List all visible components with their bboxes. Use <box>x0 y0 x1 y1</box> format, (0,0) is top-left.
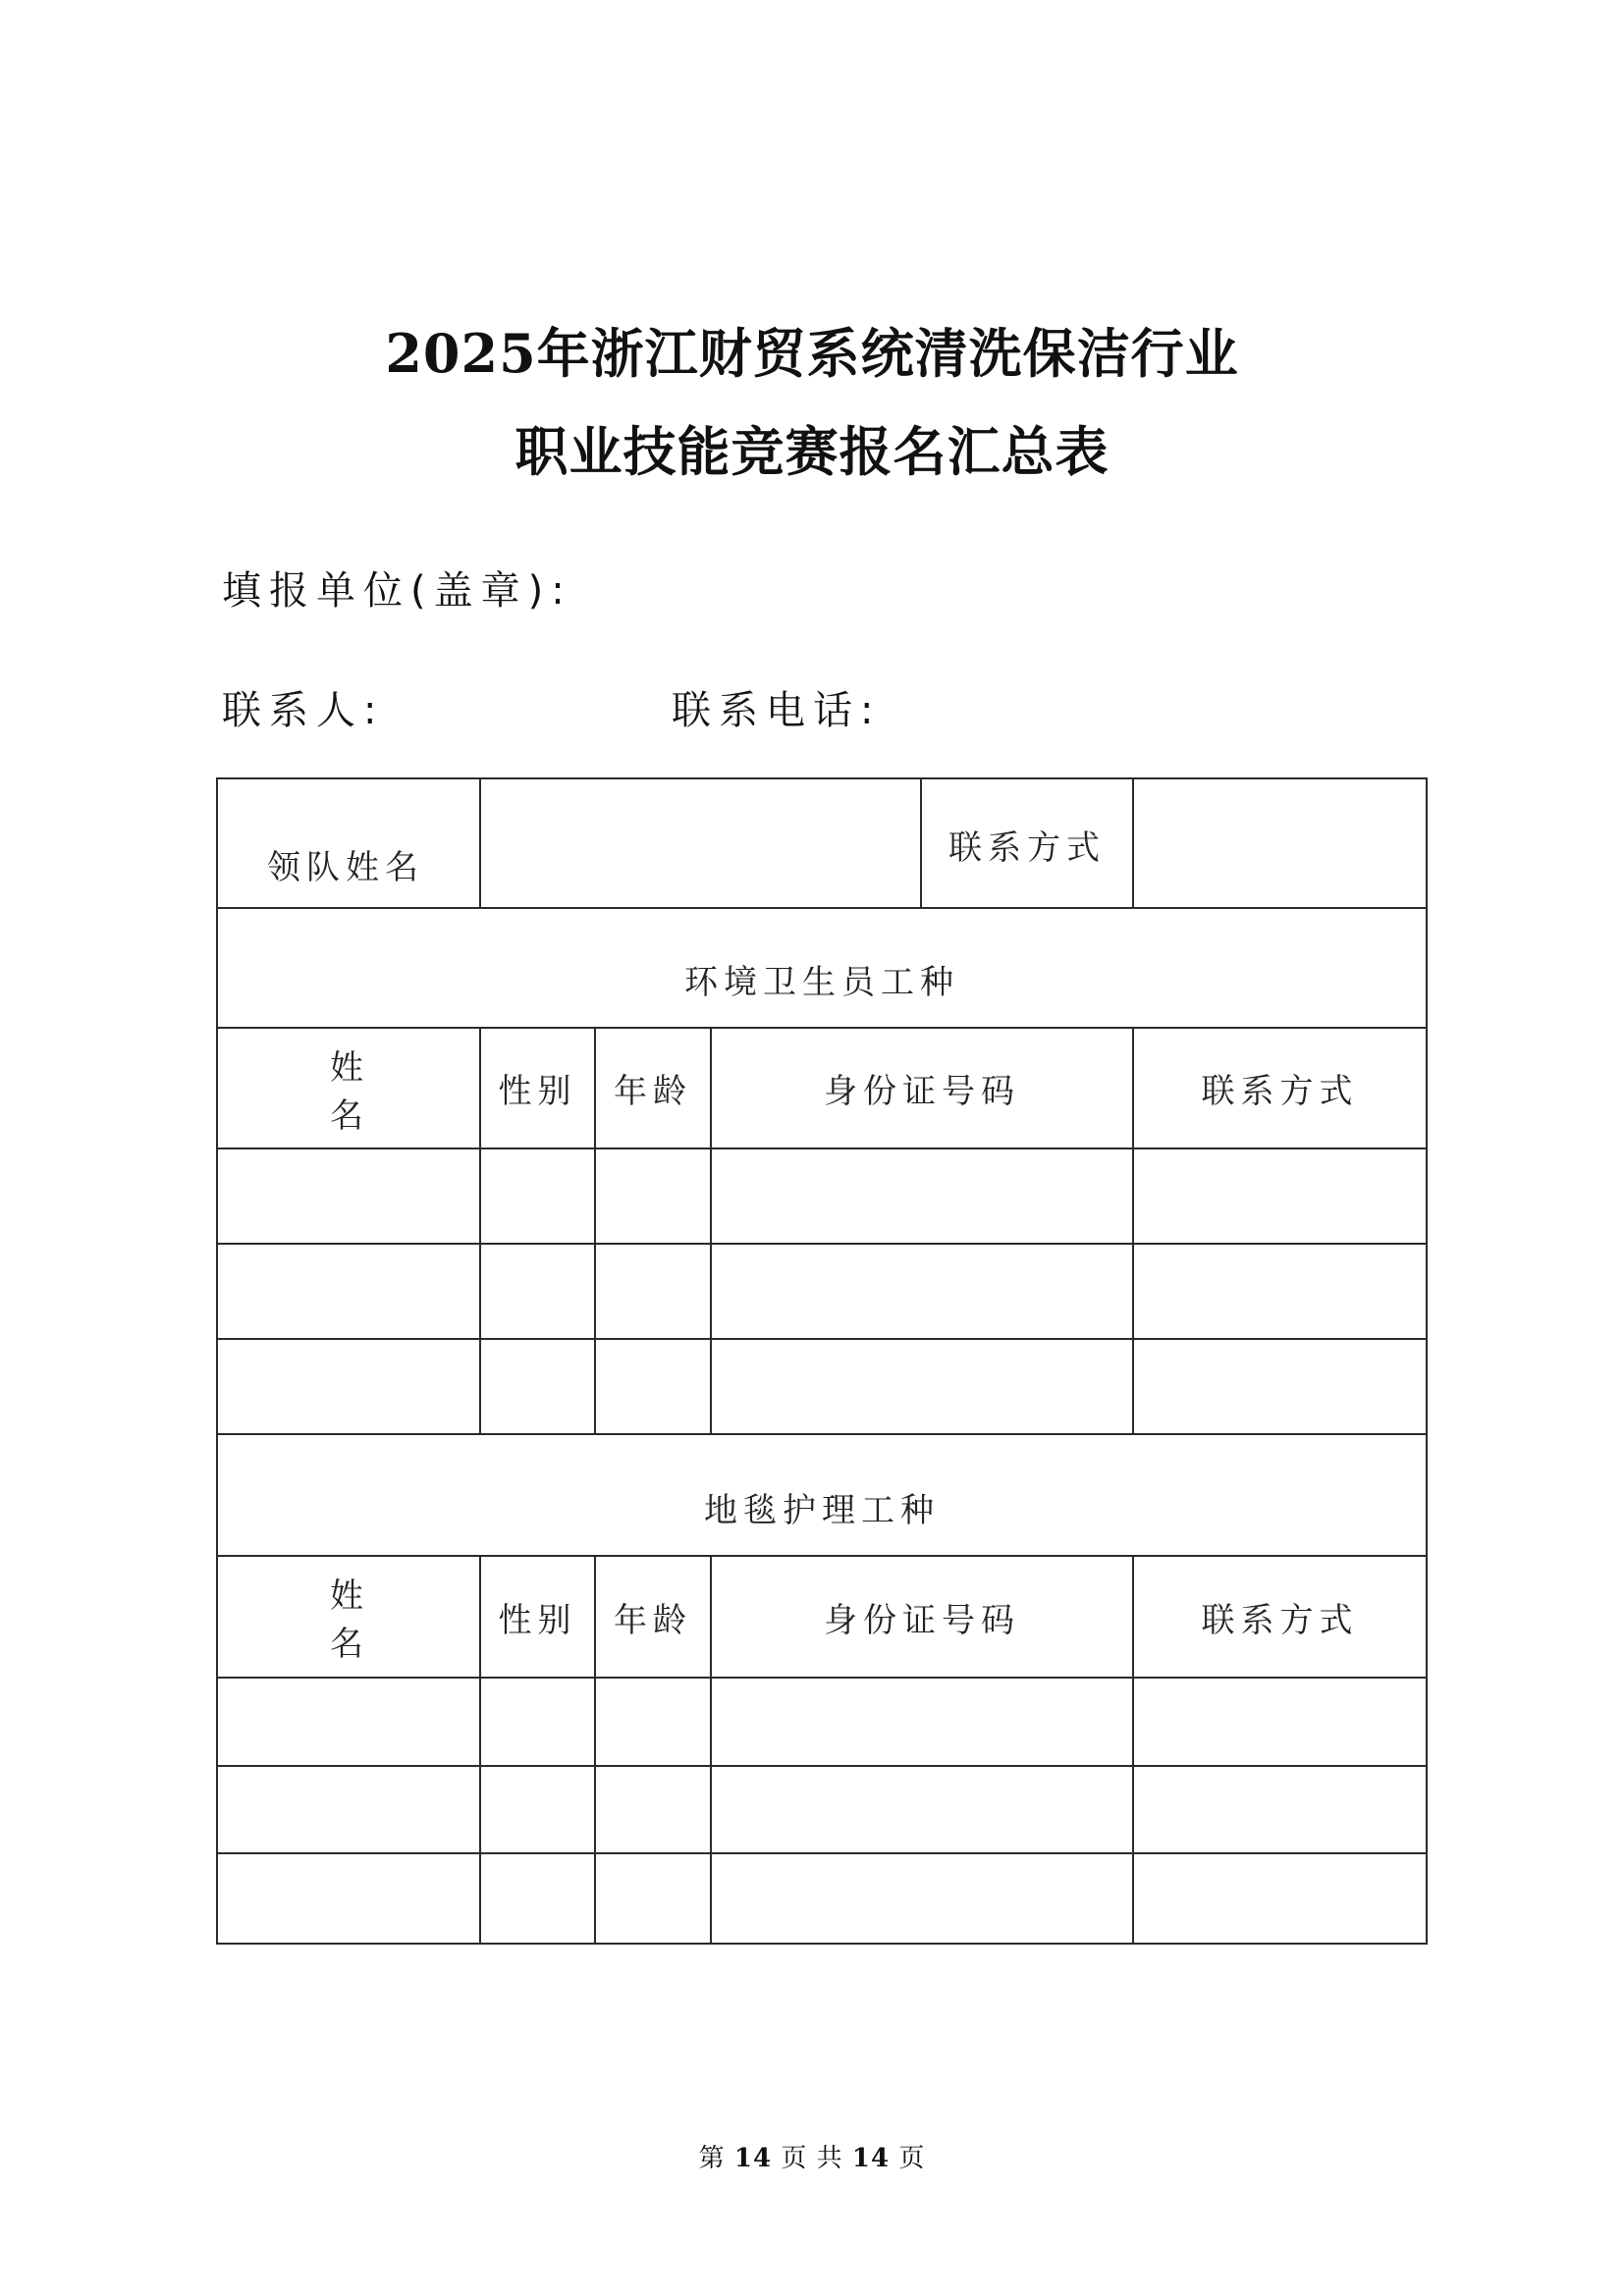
contact-person-label: 联系人: <box>222 688 385 733</box>
table-row <box>217 1244 1427 1339</box>
name-cell[interactable] <box>217 1339 480 1434</box>
age-cell[interactable] <box>595 1853 711 1944</box>
contact-cell[interactable] <box>1133 1853 1427 1944</box>
contact-phone-label: 联系电话: <box>672 688 882 733</box>
header-age: 年龄 <box>595 1556 711 1678</box>
header-gender: 性别 <box>480 1028 595 1148</box>
id-number-cell[interactable] <box>711 1766 1133 1853</box>
contact-cell[interactable] <box>1133 1339 1427 1434</box>
page-prefix: 第 <box>698 2144 726 2173</box>
age-cell[interactable] <box>595 1766 711 1853</box>
id-number-cell[interactable] <box>711 1244 1133 1339</box>
current-page-number: 14 <box>733 2144 773 2173</box>
contact-cell[interactable] <box>1133 1766 1427 1853</box>
name-cell[interactable] <box>217 1148 480 1244</box>
name-cell[interactable] <box>217 1766 480 1853</box>
gender-cell[interactable] <box>480 1339 595 1434</box>
gender-cell[interactable] <box>480 1244 595 1339</box>
table-row <box>217 1339 1427 1434</box>
leader-row <box>217 778 1427 908</box>
id-number-cell[interactable] <box>711 1148 1133 1244</box>
header-age: 年龄 <box>595 1028 711 1148</box>
id-number-cell[interactable] <box>711 1853 1133 1944</box>
header-name: 姓 名 <box>217 1556 480 1678</box>
table-row <box>217 1853 1427 1944</box>
section-title: 地毯护理工种 <box>217 1434 1427 1556</box>
table-row <box>217 1766 1427 1853</box>
reporting-unit-label: 填报单位(盖章): <box>222 568 572 614</box>
page-footer <box>0 2138 1624 2174</box>
header-name: 姓 名 <box>217 1028 480 1148</box>
leader-contact-label: 联系方式 <box>921 778 1133 908</box>
gender-cell[interactable] <box>480 1148 595 1244</box>
age-cell[interactable] <box>595 1678 711 1766</box>
age-cell[interactable] <box>595 1244 711 1339</box>
section-title: 环境卫生员工种 <box>217 908 1427 1028</box>
contact-cell[interactable] <box>1133 1148 1427 1244</box>
leader-name-label: 领队姓名 <box>217 778 480 908</box>
id-number-cell[interactable] <box>711 1678 1133 1766</box>
header-contact: 联系方式 <box>1133 1556 1427 1678</box>
gender-cell[interactable] <box>480 1853 595 1944</box>
leader-contact-cell[interactable] <box>1133 778 1427 908</box>
total-pages-number: 14 <box>851 2144 891 2173</box>
contact-cell[interactable] <box>1133 1678 1427 1766</box>
table-header-row <box>217 1556 1427 1678</box>
name-cell[interactable] <box>217 1853 480 1944</box>
age-cell[interactable] <box>595 1339 711 1434</box>
table-header-row <box>217 1028 1427 1148</box>
contact-cell[interactable] <box>1133 1244 1427 1339</box>
header-id-number: 身份证号码 <box>711 1028 1133 1148</box>
name-cell[interactable] <box>217 1678 480 1766</box>
header-contact: 联系方式 <box>1133 1028 1427 1148</box>
table-row <box>217 1148 1427 1244</box>
header-gender: 性别 <box>480 1556 595 1678</box>
id-number-cell[interactable] <box>711 1339 1133 1434</box>
gender-cell[interactable] <box>480 1678 595 1766</box>
document-title-line-1: 2025年浙江财贸系统清洗保洁行业 <box>385 322 1239 385</box>
age-cell[interactable] <box>595 1148 711 1244</box>
registration-table <box>216 777 1428 1945</box>
header-id-number: 身份证号码 <box>711 1556 1133 1678</box>
page-middle: 页 共 <box>781 2144 843 2173</box>
name-cell[interactable] <box>217 1244 480 1339</box>
leader-name-cell[interactable] <box>480 778 921 908</box>
document-title-line-2: 职业技能竞赛报名汇总表 <box>514 420 1110 483</box>
page-suffix: 页 <box>898 2144 926 2173</box>
table-row <box>217 1678 1427 1766</box>
gender-cell[interactable] <box>480 1766 595 1853</box>
